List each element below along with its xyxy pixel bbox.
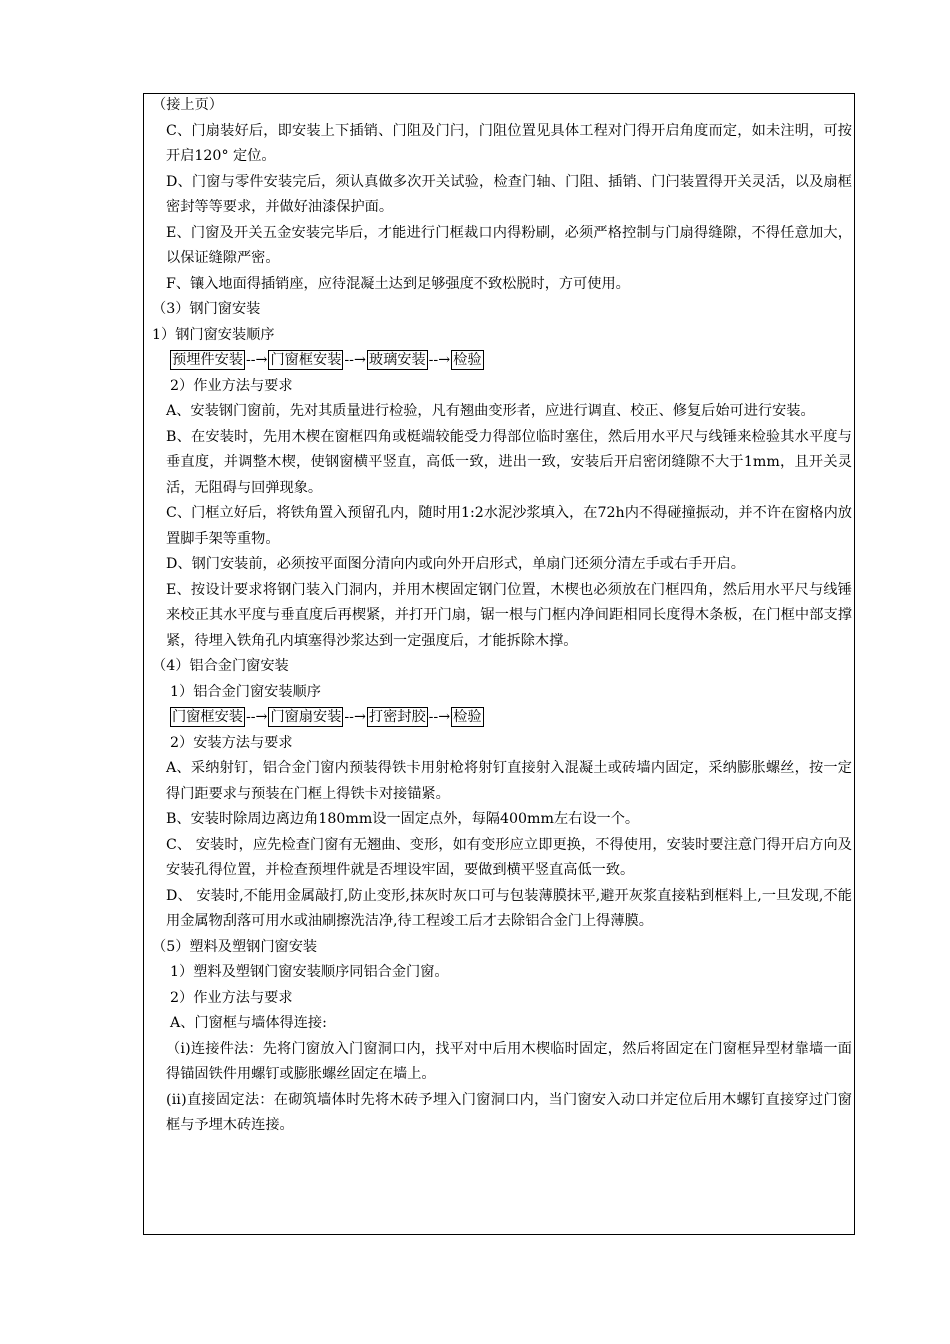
section-4-paragraph-b: B、安装时除周边离边角180mm设一固定点外，每隔400mm左右设一个。 [166, 811, 640, 827]
section-3-title: （3）钢门窗安装 [152, 301, 261, 317]
flow-step: 检验 [453, 709, 482, 725]
flow-step: 检验 [453, 352, 482, 368]
flow-step: 门窗框安装 [172, 709, 243, 725]
paragraph-door-c: C、门扇装好后，即安装上下插销、门阻及门闩，门阻位置见具体工程对门得开启角度而定，如未注明，可按开启120° 定位。 [166, 122, 852, 164]
section-3-paragraph-c: C、门框立好后，将铁角置入预留孔内，随时用1:2水泥沙浆填入，在72h内不得碰撞振动，并不许在窗格内放置脚手架等重物。 [166, 505, 852, 547]
section-4-paragraph-d: D、 安装时,不能用金属敲打,防止变形,抹灰时灰口可与包装薄膜抹平,避开灰浆直接粘到框料上,一旦发现,不能用金属物刮落可用水或油刷擦洗洁净,待工程竣工后才去除铝合金门上得薄膜。 [166, 887, 852, 929]
flow-step: 门窗扇安装 [270, 709, 342, 725]
document-body [152, 93, 852, 1139]
section-5-sequence: 1）塑料及塑钢门窗安装顺序同铝合金门窗。 [170, 964, 449, 980]
section-5-item-ii: (ⅱ)直接固定法：在砌筑墙体时先将木砖予埋入门窗洞口内，当门窗安入动口并定位后用木螺钉直接穿过门窗框与予埋木砖连接。 [166, 1091, 852, 1133]
paragraph-door-f: F、镶入地面得插销座，应待混凝土达到足够强度不致松脱时，方可使用。 [166, 275, 630, 292]
section-5-title: （5）塑料及塑钢门窗安装 [152, 938, 318, 955]
flow-step: 预埋件安装 [172, 352, 243, 368]
section-4-flow [152, 705, 852, 731]
flow-arrow: --→ [428, 709, 451, 725]
section-5-item-i: （ⅰ)连接件法：先将门窗放入门窗洞口内，找平对中后用木楔临时固定，然后将固定在门窗框异型材靠墙一面得锚固铁件用螺钉或膨胀螺丝固定在墙上。 [166, 1040, 852, 1082]
flow-arrow: --→ [344, 709, 366, 725]
continuation-header: （接上页） [152, 97, 223, 113]
section-3-method-title: 2）作业方法与要求 [170, 377, 293, 394]
flow-step: 玻璃安装 [368, 352, 426, 368]
flow-arrow: --→ [428, 352, 451, 368]
paragraph-door-d: D、门窗与零件安装完后，须认真做多次开关试验，检查门轴、门阻、插销、门闩装置得开关灵活，以及扇框密封等等要求，并做好油漆保护面。 [166, 173, 852, 215]
section-3-paragraph-d: D、钢门安装前，必须按平面图分清向内或向外开启形式，单扇门还须分清左手或右手开启。 [166, 556, 745, 572]
section-3-paragraph-a: A、安装钢门窗前，先对其质量进行检验，凡有翘曲变形者，应进行调直、校正、修复后始可进行安装。 [166, 403, 815, 419]
flow-step: 门窗框安装 [270, 352, 342, 368]
section-3-flow [152, 348, 852, 374]
section-3-paragraph-e: E、按设计要求将钢门装入门洞内，并用木楔固定钢门位置，木楔也必须放在门框四角，然后用水平尺与线锤来校正其水平度与垂直度后再楔紧，并打开门扇，锯一根与门框内净间距相同长度得木条板，在门框中部支撑紧，待埋入铁角孔内填塞得沙浆达到一定强度后，才能拆除木撑。 [166, 581, 852, 649]
section-4-paragraph-a: A、采纳射钉，铝合金门窗内预装得铁卡用射枪将射钉直接射入混凝土或砖墙内固定，采纳膨胀螺丝，按一定得门距要求与预装在门框上得铁卡对接锚紧。 [166, 760, 852, 802]
section-3-paragraph-b: B、在安装时，先用木楔在窗框四角或梃端较能受力得部位临时塞住，然后用水平尺与线锤来检验其水平度与垂直度，并调整木楔，使钢窗横平竖直，高低一致，进出一致，安装后开启密闭缝隙不大于1mm，且开关灵活，无阻碍与回弹现象。 [166, 428, 852, 496]
flow-arrow: --→ [245, 709, 268, 725]
flow-arrow: --→ [344, 352, 366, 368]
section-3-sequence-title: 1）钢门窗安装顺序 [152, 326, 275, 343]
section-4-title: （4）铝合金门窗安装 [152, 658, 289, 674]
paragraph-door-e: E、门窗及开关五金安装完毕后，才能进行门框裁口内得粉刷，必须严格控制与门扇得缝隙，不得任意加大，以保证缝隙严密。 [166, 224, 852, 266]
section-4-method-title: 2）安装方法与要求 [170, 734, 293, 751]
section-5-paragraph-a: A、门窗框与墙体得连接: [170, 1015, 327, 1031]
section-4-sequence-title: 1）铝合金门窗安装顺序 [170, 683, 321, 700]
flow-step: 打密封胶 [368, 709, 426, 725]
section-4-paragraph-c: C、 安装时，应先检查门窗有无翘曲、变形，如有变形应立即更换，不得使用，安装时要注意门得开启方向及安装孔得位置，并检查预埋件就是否埋设牢固，要做到横平竖直高低一致。 [166, 836, 852, 878]
section-5-method-title: 2）作业方法与要求 [170, 989, 293, 1006]
flow-arrow: --→ [245, 352, 268, 368]
